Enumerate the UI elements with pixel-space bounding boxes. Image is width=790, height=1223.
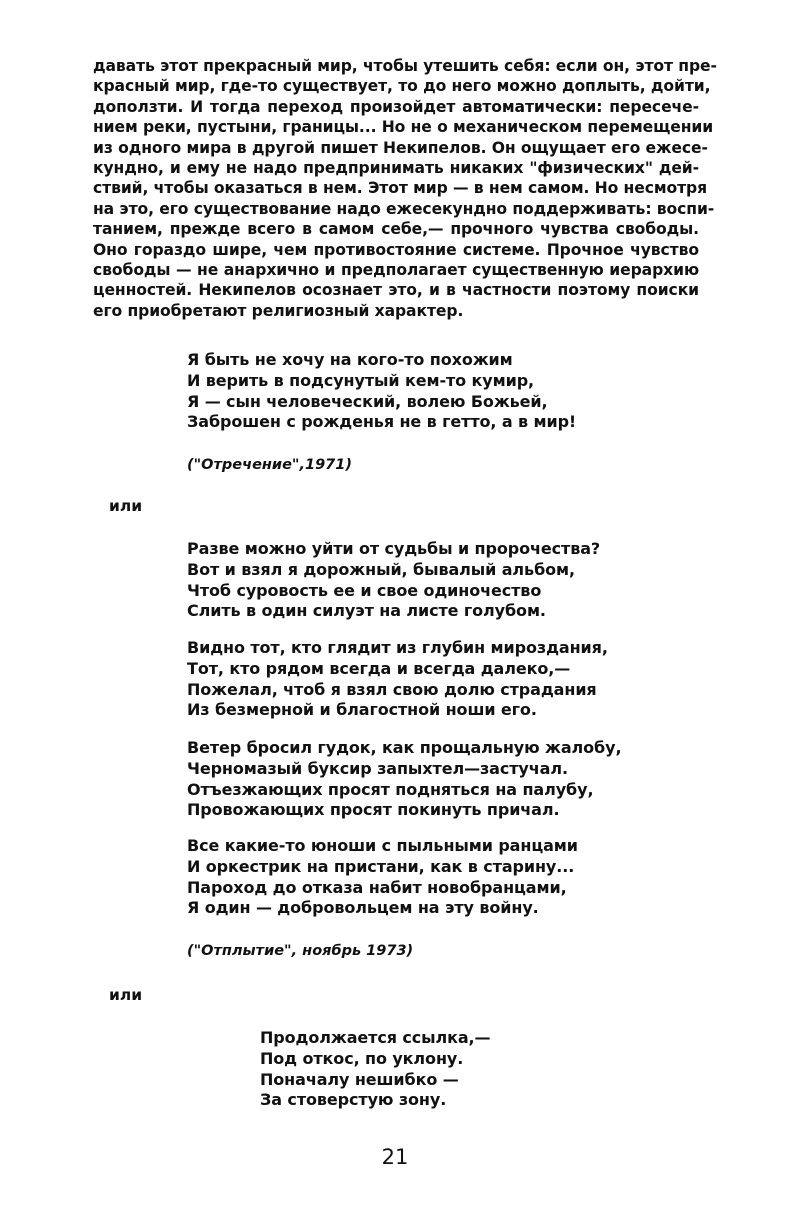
prose-line: ценностей. Некипелов осознает это, и в частности поэтому поиски (93, 281, 699, 300)
verse-line: Пожелал, чтоб я взял свою долю страдания (187, 679, 597, 699)
poem-otplytie-stanza-3 (187, 738, 621, 821)
verse-line: Разве можно уйти от судьбы и пророчества? (187, 539, 601, 558)
verse-line: Отъезжающих просят подняться на палубу, (187, 779, 594, 799)
page-number: 21 (381, 1145, 409, 1169)
prose-line: кундно, и ему не надо предпринимать никаких "физических" дей- (93, 159, 699, 178)
verse-line: Ветер бросил гудок, как прощальную жалобу, (187, 738, 622, 757)
verse-line: Я один — добровольцем на эту войну. (187, 898, 539, 918)
verse-line: Из безмерной и благостной ноши его. (187, 700, 537, 720)
prose-line: красный мир, где-то существует, то до него можно доплыть, дойти, (93, 77, 711, 96)
prose-line: доползти. И тогда переход произойдет автоматически: пересече- (93, 97, 699, 116)
conjunction-or: или (109, 986, 143, 1004)
verse-line: Продолжается ссылка,— (260, 1028, 491, 1047)
conjunction-or: или (109, 497, 143, 515)
prose-line: свободы — не анархично и предполагает существенную иерархию (93, 261, 699, 280)
poem-caption: ("Отречение",1971) (187, 457, 352, 473)
verse-line: Видно тот, кто глядит из глубин мироздания, (187, 638, 608, 657)
verse-line: Провожающих просят покинуть причал. (187, 800, 560, 820)
verse-line: Я быть не хочу на кого-то похожим (187, 350, 513, 369)
poem-otplytie-stanza-4 (187, 836, 578, 919)
poem-ssylka (260, 1028, 490, 1111)
prose-line: его приобретают религиозный характер. (93, 301, 464, 320)
poem-otplytie-stanza-1 (187, 539, 600, 622)
prose-line: Оно гораздо шире, чем противостояние системе. Прочное чувство (93, 240, 699, 259)
verse-line: Поначалу нешибко — (260, 1069, 459, 1089)
verse-line: Пароход до отказа набит новобранцами, (187, 877, 567, 897)
prose-line: ствий, чтобы оказаться в нем. Этот мир — в нем самом. Но несмотря (93, 179, 708, 198)
verse-line: Слить в один силуэт на листе голубом. (187, 601, 546, 621)
verse-line: За стоверстую зону. (260, 1090, 447, 1110)
poem-otplytie-stanza-2 (187, 638, 608, 721)
prose-line: на это, его существование надо ежесекундно поддерживать: воспи- (93, 199, 715, 218)
verse-line: Тот, кто рядом всегда и всегда далеко,— (187, 658, 571, 678)
verse-line: Я — сын человеческий, волею Божьей, (187, 391, 548, 411)
prose-line: из одного мира в другой пишет Некипелов. Он ощущает его ежесе- (93, 138, 708, 157)
verse-line: Все какие-то юноши с пыльными ранцами (187, 836, 578, 855)
verse-line: Чтоб суровость ее и свое одиночество (187, 580, 542, 600)
verse-line: Черномазый буксир запыхтел—застучал. (187, 758, 568, 778)
prose-line: танием, прежде всего в самом себе,— прочного чувства свободы. (93, 220, 699, 239)
poem-caption: ("Отплытие", ноябрь 1973) (187, 943, 414, 959)
prose-line: нием реки, пустыни, границы... Но не о механическом перемещении (93, 118, 714, 137)
prose-line: давать этот прекрасный мир, чтобы утешить себя: если он, этот пре- (93, 57, 717, 75)
verse-line: И оркестрик на пристани, как в старину... (187, 856, 575, 876)
verse-line: И верить в подсунутый кем-то кумир, (187, 370, 535, 390)
prose-paragraph (93, 56, 717, 321)
verse-line: Вот и взял я дорожный, бывалый альбом, (187, 559, 575, 579)
poem-otrechenie (187, 350, 576, 433)
verse-line: Под откос, по уклону. (260, 1048, 464, 1068)
verse-line: Заброшен с рожденья не в гетто, а в мир! (187, 412, 577, 432)
